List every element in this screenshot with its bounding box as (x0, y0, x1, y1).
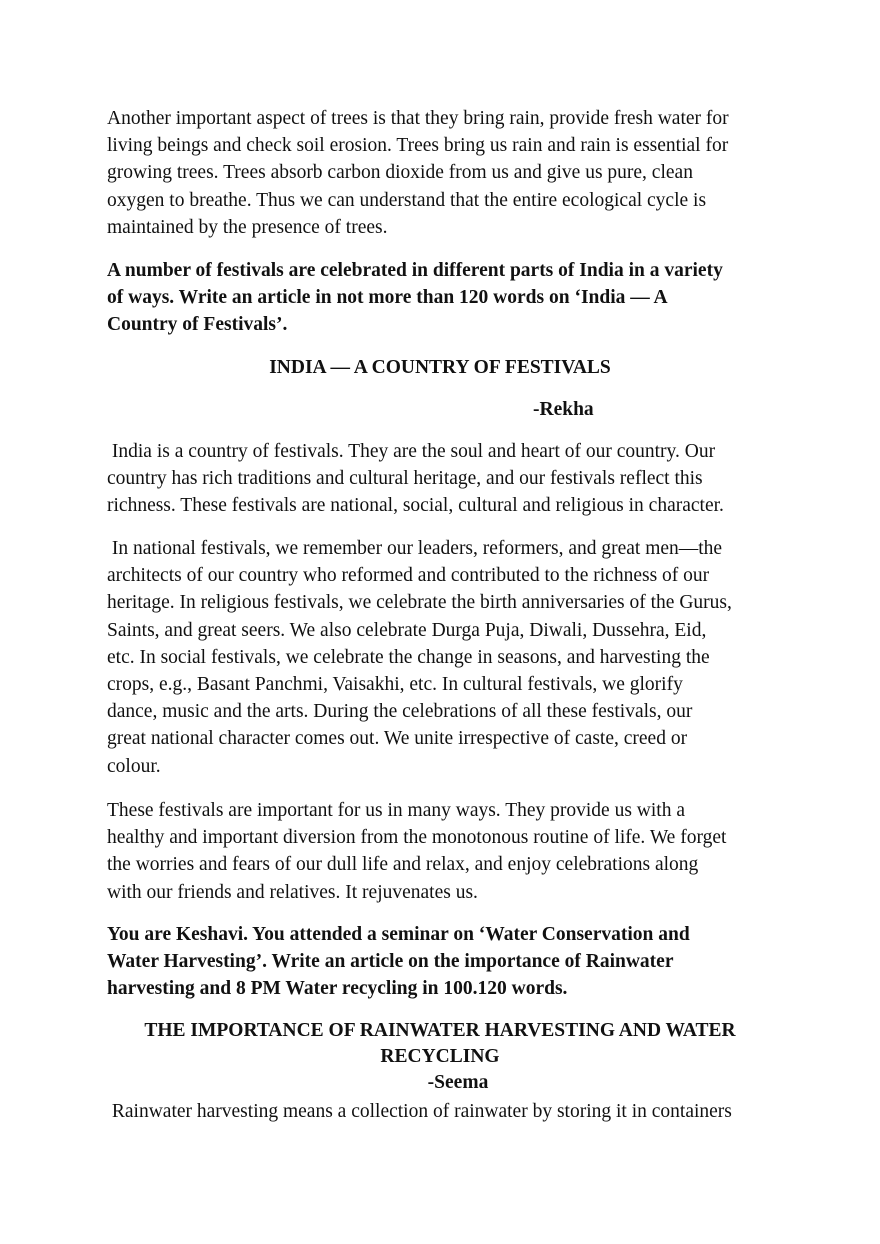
text-line: These festivals are important for us in many ways. They provide us with a (107, 800, 686, 821)
text-line: maintained by the presence of trees. (107, 216, 388, 238)
heading: INDIA — A COUNTRY OF FESTIVALS (269, 357, 611, 378)
author: -Rekha (533, 399, 594, 420)
text-line: harvesting and 8 PM Water recycling in 100.120 words. (107, 978, 568, 1000)
paragraph-trees (107, 105, 787, 241)
heading: THE IMPORTANCE OF RAINWATER HARVESTING AND WATER (144, 1020, 736, 1041)
article1-title (60, 354, 820, 381)
text-line: architects of our country who reformed and contributed to the richness of our (107, 565, 710, 587)
article2-title (60, 1018, 820, 1096)
question-festivals (107, 257, 787, 339)
question-water (107, 921, 787, 1003)
text-line: growing trees. Trees absorb carbon dioxide from us and give us pure, clean (107, 162, 693, 184)
article1-para1 (107, 438, 787, 520)
text-line: crops, e.g., Basant Panchmi, Vaisakhi, etc. In cultural festivals, we glorify (107, 673, 683, 695)
text-line: You are Keshavi. You attended a seminar on ‘Water Conservation and (107, 924, 690, 945)
article1-para2 (107, 535, 787, 780)
text-line: the worries and fears of our dull life and relax, and enjoy celebrations along (107, 854, 699, 876)
text-line: country has rich traditions and cultural heritage, and our festivals reflect this (107, 468, 703, 490)
text-line: richness. These festivals are national, social, cultural and religious in character. (107, 495, 724, 517)
article2-para1 (107, 1098, 787, 1125)
text-line: etc. In social festivals, we celebrate the change in seasons, and harvesting the (107, 646, 710, 668)
text-line: A number of festivals are celebrated in different parts of India in a variety (107, 260, 723, 281)
text-line: colour. (107, 755, 161, 777)
text-line: heritage. In religious festivals, we celebrate the birth anniversaries of the Gurus, (107, 592, 732, 614)
text-line: Rainwater harvesting means a collection of rainwater by storing it in containers (107, 1101, 732, 1122)
text-line: great national character comes out. We unite irrespective of caste, creed or (107, 728, 688, 750)
heading: RECYCLING (380, 1046, 500, 1067)
text-line: healthy and important diversion from the monotonous routine of life. We forget (107, 827, 727, 849)
article1-author (533, 396, 733, 423)
text-line: living beings and check soil erosion. Trees bring us rain and rain is essential for (107, 135, 729, 157)
text-line: Saints, and great seers. We also celebrate Durga Puja, Diwali, Dussehra, Eid, (107, 619, 707, 641)
text-line: In national festivals, we remember our leaders, reformers, and great men—the (107, 538, 723, 559)
text-line: dance, music and the arts. During the celebrations of all these festivals, our (107, 701, 693, 723)
text-line: oxygen to breathe. Thus we can understand that the entire ecological cycle is (107, 189, 707, 211)
text-line: Country of Festivals’. (107, 314, 288, 336)
text-line: India is a country of festivals. They are the soul and heart of our country. Our (107, 441, 716, 462)
article1-para3 (107, 797, 787, 906)
text-line: Water Harvesting’. Write an article on the importance of Rainwater (107, 951, 674, 973)
text-line: of ways. Write an article in not more than 120 words on ‘India — A (107, 287, 668, 309)
text-line: Another important aspect of trees is that they bring rain, provide fresh water for (107, 108, 729, 129)
text-line: with our friends and relatives. It rejuvenates us. (107, 881, 478, 903)
author: -Seema (427, 1072, 489, 1093)
